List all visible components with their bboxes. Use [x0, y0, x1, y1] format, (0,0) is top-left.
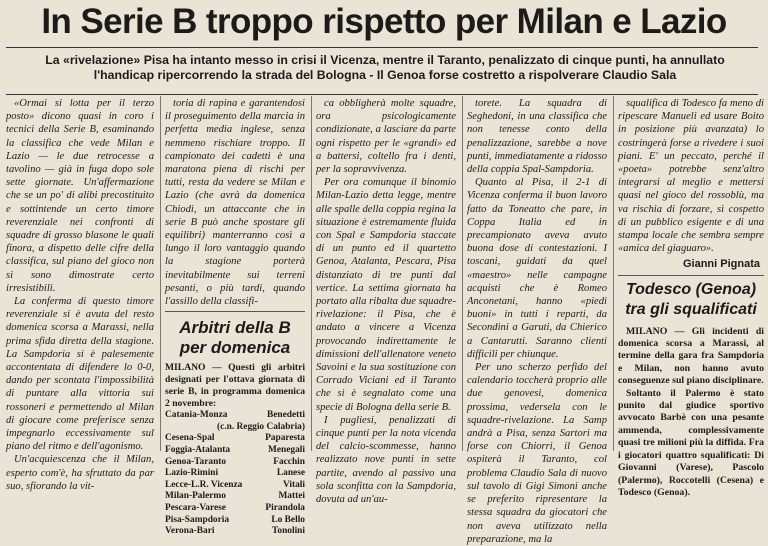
paragraph: Soltanto il Palermo è stato punito dal giudice sportivo avvocato Barbè con una pesante ammenda, complessivamente quasi tre milioni più la diffida. Fra i giocatori quattro squalificati: Di Giovanni (Varese), Pascolo (Palermo), Roccotelli (Cesena) e Todesco (Genoa). [618, 387, 764, 498]
referee-row [165, 433, 305, 445]
referee-row [165, 468, 305, 480]
referee-name: Menegali [268, 445, 305, 456]
referee-name: Tonolini [271, 526, 305, 537]
paragraph: Quanto al Pisa, il 2-1 di Vicenza conferma il buon lavoro fatto da Toneatto che pare, in Coppa Italia ed in precampionato aveva avuto buona dose di contestazioni. I toscani, guidati da quel «maestro» nelle campagne acquisti che è Romeo Anconetani, hanno «piedi buoni» in tutti i reparti, da Secondini a Garuti, da Chierico a Cantarutti. Saranno clienti difficili per chiunque. [467, 177, 607, 360]
referee-name: (c.n. Reggio Calabria) [216, 421, 305, 432]
referees-intro: — Questi gli arbitri designati per l'ottava giornata di serie B, in programma domenica 2 novembre: [165, 362, 305, 410]
byline: Gianni Pignata [682, 258, 760, 271]
referees-list [165, 410, 305, 538]
paragraph: ca obbligherà molte squadre, ora psicologicamente condizionate, a lasciare da parte ogni rispetto per le «grandi» ed a battersi, coltello fra i denti, per la sopravvivenza. [316, 98, 456, 176]
subheadline-rule [6, 94, 758, 95]
column-divider [462, 96, 463, 451]
referees-box-title: Arbitri della B per domenica [179, 318, 291, 358]
match-name: Catania-Monza [165, 410, 228, 421]
referee-name: Lo Bello [271, 514, 305, 525]
paragraph: «Ormai si lotta per il terzo posto» dicono quasi in coro i tecnici della Serie B, esaminando la classifica che vede Milan e Lazio — le due retrocesse a tavolino — già in fuga dopo sole sette giornate. Un'affermazione che se un po' di alibi precostituito e sottintende un certo timore reverenziale nei confronti di squadre di grosso blasone le quali finora, a dispetto delle cifre della classifica, sul piano del gioco non si sono dimostrate certo irresistibili. [6, 98, 154, 294]
article-column-4 [467, 97, 607, 545]
referee-row [165, 422, 305, 434]
referee-name: Pirandola [265, 503, 305, 513]
column-divider [613, 96, 614, 451]
article-column-1 [6, 97, 154, 492]
paragraph: Per uno scherzo perfido del calendario toccherà proprio alle due genovesi, domenica prossima, vedersela con le squadre-rivelazione. La Samp andrà a Pisa, senza Sartori ma forse con Chiorri, il Genoa ospiterà il Taranto, col problema Claudio Sala di nuovo sul tavolo di Gigi Simoni anche se preferito ripresentare la stessa squadra da giocatori che non aveva utilizzato nella preparazione, ma la [467, 362, 607, 545]
box-divider [618, 275, 764, 276]
match-name: Genoa-Taranto [165, 456, 227, 467]
headline: In Serie B troppo rispetto per Milan e Lazio [41, 2, 727, 41]
paragraph: I pugliesi, penalizzati di cinque punti per la nota vicenda del calcio-scommesse, hanno realizzato nove punti in sette partite, avendo al passivo una sola sconfitta con la Sampdoria, dovuta ad un'au- [316, 414, 456, 506]
match-name: Verona-Bari [165, 526, 215, 537]
paragraph [618, 326, 764, 388]
match-name: Cesena-Spal [165, 433, 215, 444]
match-name: Lazio-Rimini [165, 468, 219, 479]
referee-name: Paparesta [265, 433, 305, 444]
referee-row [165, 526, 305, 538]
article-column-3 [316, 97, 456, 506]
paragraph: toria di rapina e garantendosi il proseguimento della marcia in perfetta media inglese, senza nemmeno rischiare troppo. Il campionato dei cadetti è una maratona piena di rischi per tutti, resta da vedere se Milan e Lazio (che avrà da domenica Chiodi, un attaccante che in serie B può anche spostare gli equilibri) manterranno così a lungo il loro vantaggio quando la stagione porterà inevitabilmente sui terreni pesanti, o più tardi, quando l'assillo della classifi- [165, 98, 305, 308]
referee-name: Mattei [278, 491, 305, 502]
paragraph: La conferma di questo timore reverenziale si è avuta del resto domenica scorsa a Marassi, nella prima sfida diretta della stagione. La Sampdoria si è palesemente accontentata di difendere lo 0-0, dando per scontata l'impossibilità di puntare alla vittoria sui rossoneri e permettendo al Milan di giocare come preferisce senza impegnarlo eccessivamente sul piano del ritmo e dell'agonismo. [6, 296, 154, 453]
match-name: Lecce-L.R. Vicenza [165, 479, 243, 490]
headline-rule [6, 47, 758, 48]
referees-box [165, 362, 305, 538]
suspensions-text: — Gli incidenti di domenica scorsa a Marassi, al termine della gara fra Sampdoria e Milan, non hanno avuto conseguenze sul piano disciplinare. [618, 325, 764, 387]
referee-row [165, 457, 305, 469]
match-name: Milan-Palermo [165, 491, 226, 502]
suspensions-box-title: Todesco (Genoa) tra gli squalificati [625, 280, 757, 318]
match-name: Pisa-Sampdoria [165, 514, 230, 525]
subheadline: La «rivelazione» Pisa ha intanto messo in crisi il Vicenza, mentre il Taranto, penalizzato di cinque punti, ha annullato l'handicap ripercorrendo la strada del Bologna - Il Genoa forse costretto a rispolverare Claudio Sala [45, 53, 725, 82]
paragraph: torete. La squadra di Seghedoni, in una classifica che non tenesse conto della penalizzazione, sarebbe a nove punti, immediatamente a ridosso della coppia Spal-Sampdoria. [467, 98, 607, 176]
referee-name: Facchin [273, 456, 305, 467]
column-divider [160, 96, 161, 451]
referee-name: Lanese [276, 468, 305, 479]
article-column-2 [165, 97, 305, 537]
match-name: Pescara-Varese [165, 503, 226, 513]
column-divider [311, 96, 312, 451]
referee-name: Vitali [282, 479, 305, 490]
referees-dateline: MILANO [165, 362, 206, 374]
article-column-5 [618, 97, 764, 498]
suspensions-dateline: MILANO [626, 325, 668, 337]
referee-row [165, 491, 305, 503]
referee-row [165, 445, 305, 457]
suspensions-box [618, 326, 764, 500]
referee-row [165, 503, 305, 515]
paragraph: Un'acquiescenza che il Milan, esperto com'è, ha sfruttato da par suo, sfiorando la vit- [6, 454, 154, 492]
match-name: Foggia-Atalanta [165, 445, 231, 456]
paragraph: squalifica di Todesco fa meno di ripescare Manueli ed usare Boito in posizione più avanzata) lo costringerà forse a rivedere i suoi piani. E' un peccato, perché il «poeta» potrebbe senz'altro integrarsi al meglio e mettersi quasi nel gioco del rossoblù, ma va rischia di forzare, sì cospetto di un pubblico esigente e di una stampa locale che sembra sempre «amica del giaguaro». [618, 98, 764, 255]
referee-name: Benedetti [266, 410, 305, 421]
paragraph: Per ora comunque il binomio Milan-Lazio detta legge, mentre alle spalle della coppia regina la situazione è estremamente fluida con Spal e Sampdoria staccate di un punto ed il quartetto Genoa, Atalanta, Pescara, Pisa distanziato di tre punti dal vertice. La settima giornata ha portato alla ribalta due squadre-rivelazione: il Pisa, che è andato a vincere a Vicenza provocando indirettamente le dimissioni dell'allenatore veneto Savoini e la sua sostituzione con Corrado Viciani ed il Taranto che si è segnalato come una specie di Bologna della serie B. [316, 177, 456, 413]
referee-row [165, 410, 305, 422]
referee-row [165, 480, 305, 492]
referee-row [165, 515, 305, 527]
box-divider [165, 311, 305, 312]
